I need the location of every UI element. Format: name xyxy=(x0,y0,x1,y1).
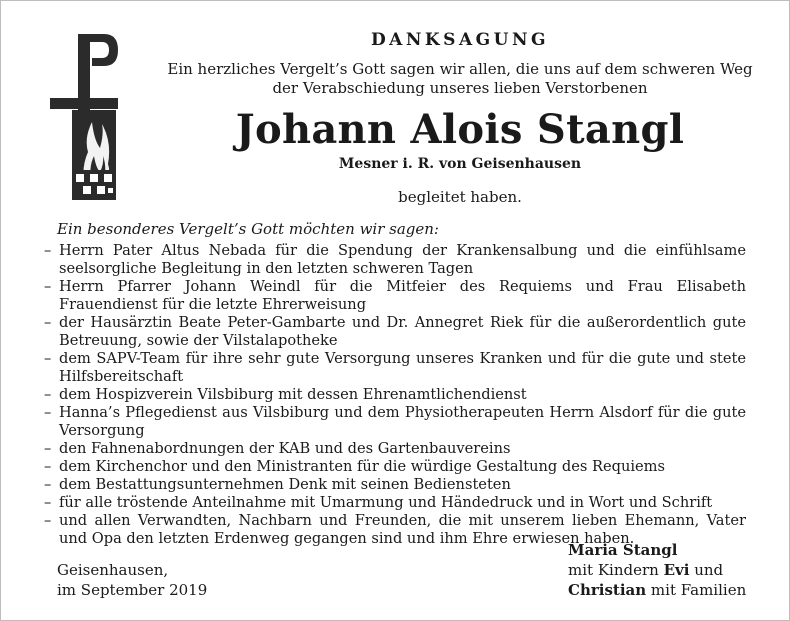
notice-title: DANKSAGUNG xyxy=(370,30,550,50)
signer-name: Maria Stangl xyxy=(568,541,678,559)
thanks-intro: Ein besonderes Vergelt’s Gott möchten wir sagen: xyxy=(57,220,439,238)
signature-block xyxy=(568,540,746,600)
thanks-item: – dem SAPV-Team für ihre sehr gute Versorgung unseres Kranken und für die gute und stete Hilfsbereitschaft xyxy=(44,350,746,386)
thanks-item: – der Hausärztin Beate Peter-Gambarte und Dr. Annegret Riek für die außerordentlich gute Betreuung, sowie der Vilstalapotheke xyxy=(44,314,746,350)
intro-line-2: der Verabschiedung unseres lieben Verstorbenen xyxy=(272,79,648,97)
deceased-subtitle: Mesner i. R. von Geisenhausen xyxy=(338,156,582,172)
accompanied-text: begleitet haben. xyxy=(398,188,522,206)
place-date xyxy=(57,560,207,600)
intro-line-1: Ein herzliches Vergelt’s Gott sagen wir allen, die uns auf dem schweren Weg xyxy=(167,60,753,78)
intro-text xyxy=(150,60,770,98)
signer-suffix: mit Familien xyxy=(646,581,747,599)
date: im September 2019 xyxy=(57,581,208,599)
signer-line-2 xyxy=(568,560,746,580)
thanks-item: – für alle tröstende Anteilnahme mit Umarmung und Händedruck und in Wort und Schrift xyxy=(44,494,746,512)
thanks-item: – Herrn Pater Altus Nebada für die Spendung der Krankensalbung und die einfühlsame seelsorgliche Begleitung in den letzten schweren Tagen xyxy=(44,242,746,278)
signer-conj: und xyxy=(689,561,724,579)
child-name-2: Christian xyxy=(568,581,647,599)
thanks-item: – Hanna’s Pflegedienst aus Vilsbiburg und dem Physiotherapeuten Herrn Alsdorf für die gute Versorgung xyxy=(44,404,746,440)
thanks-item: – Herrn Pfarrer Johann Weindl für die Mitfeier des Requiems und Frau Elisabeth Frauendienst für die letzte Ehrerweisung xyxy=(44,278,746,314)
signer-line-3 xyxy=(568,580,746,600)
thanks-item: – den Fahnenabordnungen der KAB und des Gartenbauvereins xyxy=(44,440,746,458)
deceased-name: Johann Alois Stangl xyxy=(235,106,685,153)
signer-prefix: mit Kindern xyxy=(568,561,664,579)
thanks-list xyxy=(44,242,746,548)
place: Geisenhausen, xyxy=(57,561,169,579)
thanks-item: – dem Hospizverein Vilsbiburg mit dessen Ehrenamtlichendienst xyxy=(44,386,746,404)
thanks-item: – und allen Verwandten, Nachbarn und Freunden, die mit unserem lieben Ehemann, Vater und Opa den letzten Erdenweg gegangen sind und ihm Ehre erwiesen haben. xyxy=(44,512,746,548)
chi-rho-cross-icon xyxy=(46,30,122,204)
child-name-1: Evi xyxy=(663,561,690,579)
thanks-item: – dem Bestattungsunternehmen Denk mit seinen Bediensteten xyxy=(44,476,746,494)
thanks-item: – dem Kirchenchor und den Ministranten für die würdige Gestaltung des Requiems xyxy=(44,458,746,476)
